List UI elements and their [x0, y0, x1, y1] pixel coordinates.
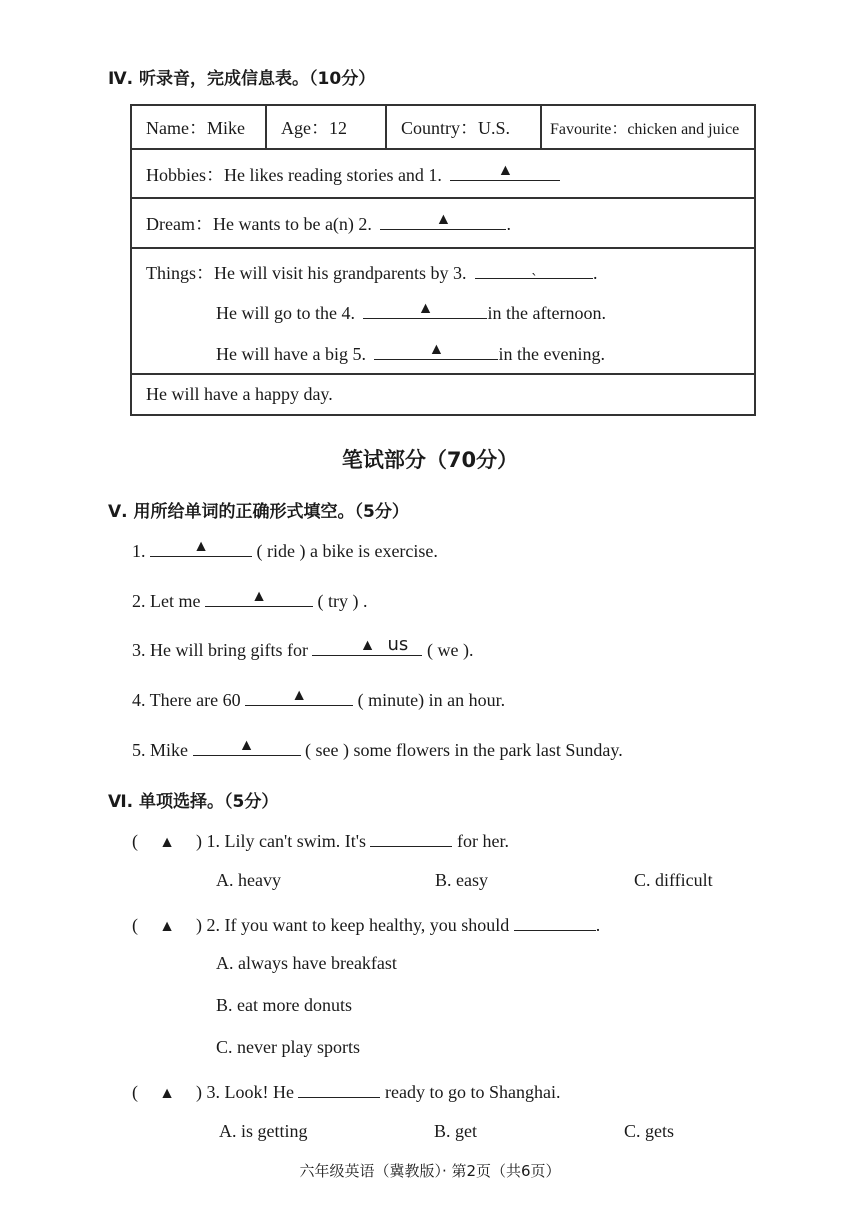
answer-blank[interactable] — [193, 737, 301, 756]
dream-text: Dream：He wants to be a(n) 2. — [146, 214, 372, 234]
item-text: 1. — [132, 541, 146, 561]
line4-text: He will go to the 4. — [216, 303, 355, 323]
fill-item-1 — [132, 538, 438, 562]
answer-marker-icon: ▲ — [359, 637, 376, 654]
name-cell: Name：Mike — [131, 105, 266, 149]
favourite-cell: Favourite：chicken and juice — [541, 105, 755, 149]
answer-blank[interactable] — [205, 588, 313, 607]
answer-blank-1[interactable] — [450, 162, 560, 181]
mc-question-1: ( ▲ ) 1. Lily can't swim. It's for her. — [132, 828, 509, 852]
answer-blank-4[interactable] — [363, 300, 487, 319]
option-a[interactable]: A. always have breakfast — [216, 953, 397, 973]
fill-item-2 — [132, 588, 367, 612]
answer-marker-icon: ▲ — [291, 687, 308, 704]
option-c[interactable]: C. never play sports — [216, 1037, 360, 1057]
option-b[interactable]: B. eat more donuts — [216, 995, 352, 1015]
option-b[interactable]: B. get — [434, 1121, 477, 1141]
answer-marker-icon: ▲ — [251, 588, 267, 605]
answer-marker-icon: ▲ — [238, 737, 255, 754]
things-text: Things：He will visit his grandparents by 3. — [146, 263, 467, 283]
mc-question-2: ( ▲ ) 2. If you want to keep healthy, you should . — [132, 912, 600, 936]
written-part-heading: 笔试部分（70分） — [341, 448, 519, 472]
dream-period: . — [506, 214, 511, 234]
answer-slot[interactable] — [138, 915, 196, 936]
item-hint: ( see ) some flowers in the park last Sunday. — [305, 740, 623, 760]
country-cell: Country：U.S. — [386, 105, 541, 149]
answer-marker-icon: ▲ — [497, 161, 514, 179]
line5-text: He will have a big 5. — [216, 344, 366, 364]
line4-suffix: in the afternoon. — [487, 303, 606, 323]
fill-item-5 — [132, 737, 623, 761]
answer-marker-icon: ▲ — [428, 341, 445, 358]
item-text: 2. Let me — [132, 591, 201, 611]
item-hint: ( try ) . — [317, 591, 368, 611]
question-stem: 3. Look! He — [206, 1082, 294, 1102]
mc-question-3: ( ▲ ) 3. Look! He ready to go to Shanghai. — [132, 1079, 560, 1103]
things-row — [131, 248, 755, 374]
answer-marker-icon: ▲ — [159, 918, 175, 935]
dream-row — [131, 198, 755, 248]
answer-blank-2[interactable] — [380, 211, 506, 230]
question-stem-end: for her. — [456, 831, 509, 851]
item-text: 3. He will bring gifts for — [132, 640, 308, 660]
answer-marker-icon: ▲ — [417, 300, 434, 317]
question-stem-end: ready to go to Shanghai. — [384, 1082, 561, 1102]
handwritten-answer: us — [387, 634, 409, 655]
option-c[interactable]: C. gets — [624, 1121, 675, 1141]
section-6-heading: Ⅵ. 单项选择。（5分） — [108, 792, 279, 812]
item-hint: ( we ). — [426, 640, 474, 660]
fill-item-3 — [132, 634, 474, 661]
item-hint: ( ride ) a bike is exercise. — [256, 541, 438, 561]
answer-blank[interactable] — [245, 687, 353, 706]
option-a[interactable]: A. is getting — [219, 1121, 308, 1141]
hobbies-text: Hobbies：He likes reading stories and 1. — [146, 164, 442, 185]
things-period: . — [592, 263, 598, 283]
answer-marker-icon: ▲ — [159, 1085, 175, 1102]
section-4-heading: Ⅳ. 听录音，完成信息表。（10分） — [108, 69, 376, 89]
fill-item-4 — [132, 687, 505, 711]
question-stem-end: . — [595, 915, 601, 935]
option-c[interactable]: C. difficult — [634, 870, 713, 890]
item-text: 5. Mike — [132, 740, 188, 760]
option-a[interactable]: A. heavy — [216, 870, 281, 890]
item-hint: ( minute) in an hour. — [357, 690, 506, 710]
answer-marker-icon: ▲ — [435, 211, 452, 228]
age-cell: Age：12 — [266, 105, 386, 149]
closing-row: He will have a happy day. — [131, 374, 755, 415]
answer-slot[interactable] — [138, 1082, 196, 1103]
page-footer: 六年级英语（冀教版）· 第2页（共6页） — [299, 1162, 561, 1180]
answer-blank[interactable] — [312, 634, 422, 656]
option-b[interactable]: B. easy — [435, 870, 488, 890]
question-blank — [514, 912, 596, 931]
item-text: 4. There are 60 — [132, 690, 241, 710]
info-table — [130, 104, 756, 416]
question-stem: 2. If you want to keep healthy, you should — [206, 915, 510, 935]
answer-slot[interactable] — [138, 831, 196, 852]
answer-blank-3[interactable] — [475, 260, 593, 279]
answer-marker-icon: ▲ — [159, 834, 175, 851]
section-5-heading: Ⅴ. 用所给单词的正确形式填空。（5分） — [108, 502, 409, 522]
answer-blank[interactable] — [150, 538, 252, 557]
line5-suffix: in the evening. — [498, 344, 605, 364]
question-blank — [298, 1079, 380, 1098]
answer-marker-icon: ▲ — [193, 538, 209, 555]
hobbies-row — [131, 149, 755, 198]
handwritten-mark: ˎ — [530, 260, 538, 276]
question-blank — [370, 828, 452, 847]
question-stem: 1. Lily can't swim. It's — [206, 831, 366, 851]
answer-blank-5[interactable] — [374, 341, 498, 360]
